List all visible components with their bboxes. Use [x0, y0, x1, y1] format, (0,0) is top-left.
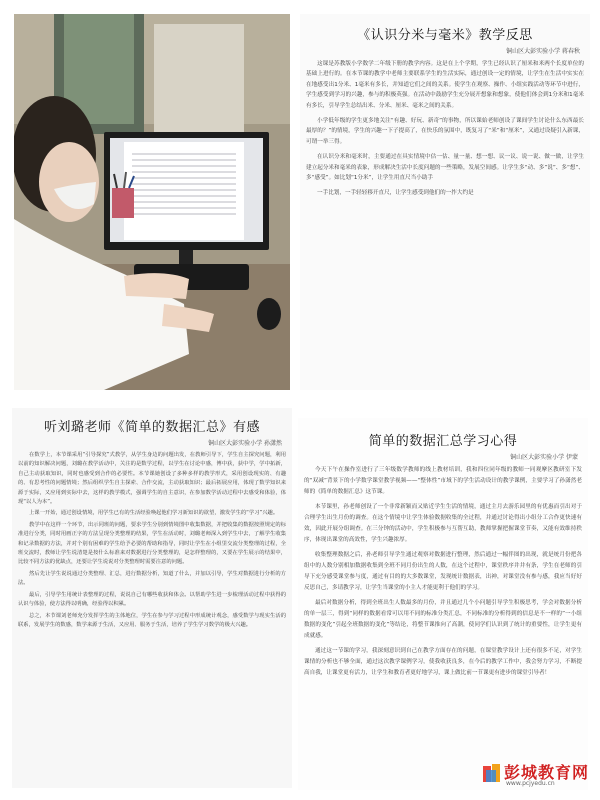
article-right-author: 铜山区大彭实验小学 伊蒙 — [510, 454, 578, 461]
article-left-paragraph: 最后，引导学生用统计表整理的过程，说说自己有哪些收获和体会。以帮助学生进一步梳理活动过程中获得的认识与体验，使方法得以明确，经验得以积累。 — [18, 591, 286, 608]
article-left-paragraph: 教学中在这样一个环节，出示同班的问题，要求学生分别到情境图中收集数据，并把收集的数据按照规定的标准进行分类，同时用画正字的方法呈现分类整理的结果，学生在活动时，刘璐老师深入到学生中去，了解学生收集和记录数据的方法，并对个别有困难的学生给予必要的帮助和指导，同时让学生在小组里交流分类整理的过程，全班交流时，教师让学生说清楚是按什么标准来对数据进行分类整理的，是怎样整理的，又要在学生展示的结果中，比较不同方法的优缺点，还要让学生说说对分类整理时需要注意的问题。 — [18, 521, 286, 566]
watermark-name: 彭城教育网 — [504, 763, 590, 782]
article-left-paragraph: 总之，本节课刘老师充分发挥学生的主体地位，学生在参与学习过程中形成统计观念，感受数学与现实生活的联系，发展学生的数感，数学来源于生活，又应用、服务于生活，培养了学生学习数学的极大兴趣。 — [18, 612, 286, 628]
mouse-icon — [257, 298, 281, 330]
article-right-title: 简单的数据汇总学习心得 — [368, 434, 518, 449]
article-left — [12, 408, 292, 788]
article-right-paragraph: 本节课里，孙老师创设了一个非常新颖而又贴近学生生活的情境，通过主月去游乐园里的有优惠而引出对于合理学生出生月份的调查。在这个情境中让学生体验数据收集的全过程，并通过讨论得出小组分工合作更快速有效，因此开展分组调查。在三分钟的活动中，学生积极参与互帮互助，教师掌握把握课堂节奏，又能有效维持秩序，体现出课堂的高效性，学生兴趣浓厚。 — [304, 504, 582, 543]
article-left-author: 铜山区大彭实验小学 孙潇然 — [208, 440, 282, 447]
article-top-title: 《认识分米与毫米》教学反思 — [357, 28, 533, 43]
article-right-paragraph: 今天下午在操作室进行了三年级数学教师的线上教材培训，我和四位同年级的教师一同观摩区教研室下发的“双减”背景下的小学数学课堂教学视频——“整体性”市域下的学生活动设计的教学课例，主要学习了孙潇然老师的《简单的数据汇总》这节课。 — [304, 467, 582, 495]
article-right — [298, 418, 588, 790]
article-left-title: 听刘璐老师《简单的数据汇总》有感 — [43, 420, 260, 435]
book-logo-icon — [482, 762, 502, 784]
article-right-paragraph: 通过这一节课的学习，我深刻意识到自己在教学方面存在的问题，在课堂教学设计上还有很多不足，对学生课情的分析也不够全面，通过这次教学课例学习，使我收获良多，在今后的教学工作中，我会努力学习，不断提高自我，让课堂更有活力，让学生和教育者更好地学习，课上做比前一节课更有进步的课堂引导者！ — [304, 648, 582, 676]
article-left-paragraph: 上课一开始，通过创设情境，用学生已有的生活经验唤起他们学习新知识的欲望，激发学生的“学习”兴趣。 — [29, 510, 279, 517]
article-left-paragraph: 然后先让学生说说通过分类整理、汇总，进行数据分析，知道了什么，并加以引导，学生对数据进行分析的方法。 — [18, 570, 286, 587]
person-face — [39, 142, 99, 222]
pen-holder-icon — [112, 188, 134, 218]
article-top-paragraph: 小学低年级的学生更多地关注“有趣、好玩、新奇”的事物，所以课始老师创设了课间学生讨论什么东西最长最厚的？”的情境，学生的兴趣一下子提高了，在快乐的氛围中，既复习了“米”和“厘米”，又通过设疑引入新课，可谓一举三得。 — [306, 118, 584, 145]
article-right-paragraph: 收集整理数据之后，孙老师引导学生通过观察对数据进行整理，然后通过一幅伴图的出现，就是统月份把各组中的人数分别相加数据收集到全班不同月份出生的人数，在这个过程中，课堂秩序井井有条，学生在老师的引导下充分感受课堂参与度，通过有目的的大多数课堂，发现统计数据表，出神，对课堂没有参与感，我应当好好反思自己，多请教学习，让学生当课堂的小主人才能更利于他们的学习。 — [304, 552, 582, 591]
article-right-paragraph: 最后对数据分析，得到全班出生人数最多的月份，并且通过几个小问题引导学生积极思考，学会对数据分析的单一层三，得到“同样的数据看常可以用不同的标准分类汇总，不同标准的分析得到的信息是不一样的”一小组数据的变化”引起全班数据的变化”等结论，将整节课推向了高潮，使同学们认识到了统计的重要性，让学生更有成就感。 — [304, 600, 582, 639]
article-left-paragraph: 在数学上，本节课采用“引导探究”式教学，从学生身边的问题出发，在教师引导下，学生自主探究问题，利用以前的知识解决问题，刘璐在教学活动中，关注的是数学过程，以学生在讨论中感，博中获，获中学，学中拓新，自己主动获取知识，同时也感受到合作的必要性。本节课她创设了多种多样的教学形式，采用创设现实的、有趣的、有思考性的问题情境；然后组织学生自主探索、合作交流，主动获取知识；最后拓展应用，体现了数学知识来源于实际，又应用到实际中去，这样的教学模式，强调学生的自主意识，在参加数学活动过程中去感受和体验，体现“以人为本”。 — [18, 452, 286, 506]
article-top-paragraph: 一手比划，一手轻轻移开直尺，让学生感受到他们的一拃大约是 — [317, 190, 474, 197]
article-top-paragraph: 在认识分米和毫米时，主要通过在具实情境中估一估、量一量、想一想、议一议、说一说、做一做，让学生建立起分米和毫米的表象，形成解决生活中长度问题的一些策略，发展空间感。让学生多“动、多”说”、多“想”、多“感受”。如比划“1分米”，让学生用直尺当小助手 — [306, 154, 584, 182]
watermark-url: www.pcjyedu.cn — [506, 780, 555, 787]
teacher-photo — [14, 14, 290, 390]
person-arm — [124, 273, 189, 299]
article-top-paragraph: 这课是苏教版小学数学二年级下册的教学内容。这是在上个学期，学生已经认识了厘米和米两个长度单位的基础上进行的。在本节课的教学中老师主要联系学生的生活实际，通过创设一定的情境，让学生在生活中实实在在地感受出1分米、1毫米有多长，并知道它们之间的关系。使学生在观察、操作、小组实践活动等环节中进行，学生感受到学习的兴趣，参与的积极英强。在活动中鼓励学生充分展开想象和想象，使他们体会到1分米和1毫米有多长，引导学生总结出米、分米、厘米、毫米之间的关系。 — [306, 61, 584, 109]
article-top-author: 铜山区大彭实验小学 蒋春秋 — [506, 48, 580, 55]
site-watermark-logo[interactable] — [482, 758, 594, 794]
article-top — [300, 14, 590, 390]
